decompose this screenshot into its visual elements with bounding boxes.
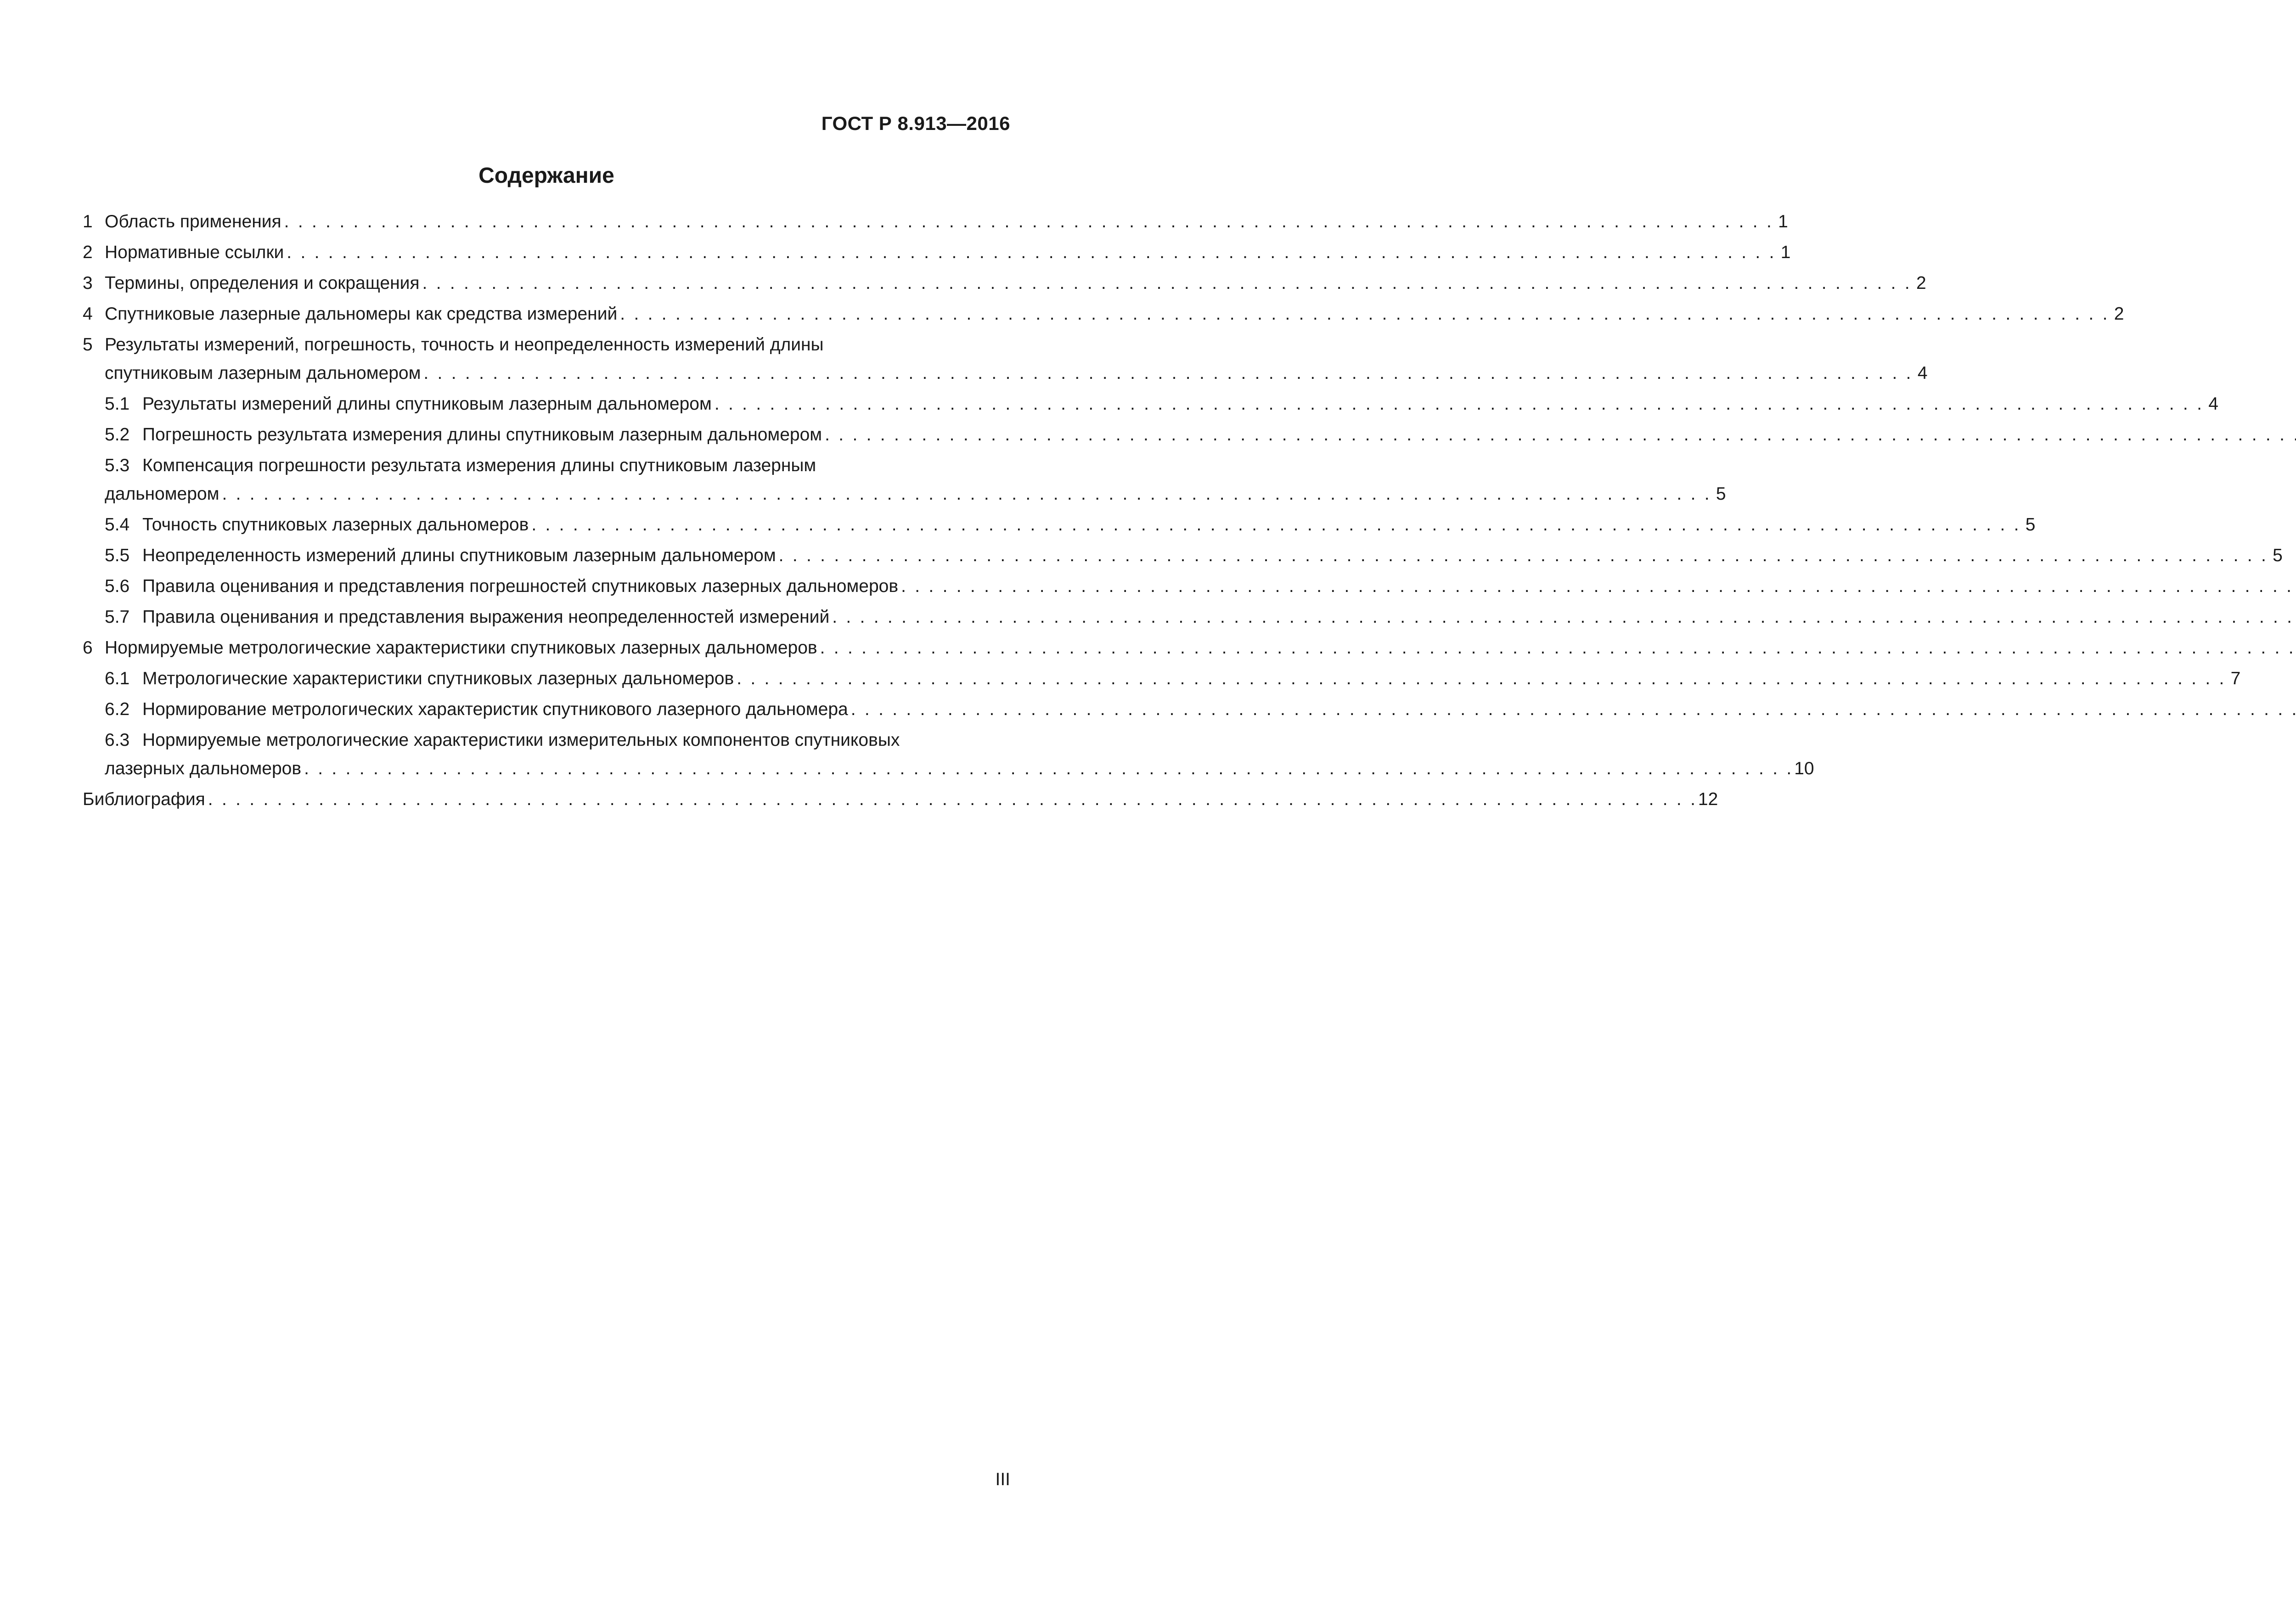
toc-leader-dots (898, 572, 2296, 601)
toc-entry[interactable] (83, 269, 1926, 298)
toc-page-number: 5 (2273, 546, 2283, 565)
toc-entry[interactable] (83, 541, 2283, 570)
toc-entry-number: 5.4 (105, 515, 130, 535)
toc-entry-number: 6.3 (105, 730, 130, 750)
toc-leader-dots (734, 665, 2224, 693)
toc-leader-dots (281, 208, 1772, 236)
toc-entry[interactable] (83, 331, 1928, 388)
toc-entry-number: 4 (83, 304, 93, 324)
toc-entry-title: дальномером (105, 484, 219, 504)
toc-page-number: 1 (1778, 212, 1788, 231)
toc-entry-number: 6 (83, 638, 93, 658)
toc-entry-title: Погрешность результата измерения длины спутниковым лазерным дальномером (142, 425, 822, 445)
toc-leader-dots (817, 634, 2296, 662)
toc-entry-title: Нормативные ссылки (105, 242, 284, 262)
toc-page-number: 7 (2230, 669, 2241, 688)
toc-entry[interactable] (83, 726, 1814, 783)
toc-entry-number: 5.7 (105, 607, 130, 627)
toc-leader-dots (421, 359, 1911, 388)
toc-entry-title: Точность спутниковых лазерных дальномеров (142, 515, 529, 535)
toc-entry-number: 5.1 (105, 394, 130, 414)
toc-entry-title: Метрологические характеристики спутниковых лазерных дальномеров (142, 669, 734, 688)
toc-entry-number: 5.3 (105, 456, 130, 475)
document-code: ГОСТ Р 8.913—2016 (821, 113, 1010, 134)
toc-page-number: 12 (1698, 789, 1718, 809)
toc-entry-title: Результаты измерений длины спутниковым лазерным дальномером (142, 394, 712, 414)
toc-entry-title: Правила оценивания и представления погрешностей спутниковых лазерных дальномеров (142, 576, 899, 596)
toc-entry-title: Неопределенность измерений длины спутниковым лазерным дальномером (142, 546, 776, 565)
toc-entry[interactable] (83, 300, 2124, 328)
toc-leader-dots (712, 390, 2202, 418)
toc-page-number: 1 (1780, 242, 1791, 262)
toc-page-number: 5 (1716, 484, 1726, 504)
toc-entry[interactable] (83, 634, 1015, 662)
toc-entry-number: 3 (83, 273, 93, 293)
toc-page-number: 5 (2025, 515, 2036, 535)
toc-entry-number: 6.2 (105, 699, 130, 719)
toc-page-number: 2 (1916, 273, 1926, 293)
toc-entry[interactable] (83, 665, 2241, 693)
toc-page-number: 2 (2114, 304, 2124, 324)
toc-entry-title: Нормируемые метрологические характеристики измерительных компонентов спутниковых (142, 730, 900, 750)
toc-leader-dots (776, 541, 2266, 570)
toc-leader-dots (420, 269, 1910, 298)
toc-entry-title: Библиография (83, 789, 205, 809)
toc-entry[interactable] (83, 695, 1015, 724)
toc-leader-dots (617, 300, 2107, 328)
page-number: III (995, 1470, 1010, 1489)
table-of-contents (83, 208, 2283, 816)
toc-entry-title: Правила оценивания и представления выражения неопределенностей измерений (142, 607, 830, 627)
toc-entry-title: Термины, определения и сокращения (105, 273, 420, 293)
toc-entry[interactable] (83, 238, 1791, 267)
toc-entry-number: 5 (83, 335, 93, 355)
toc-title: Содержание (478, 163, 614, 188)
toc-entry-title: Нормируемые метрологические характеристики спутниковых лазерных дальномеров (105, 638, 817, 658)
toc-entry-title: спутниковым лазерным дальномером (105, 363, 421, 383)
toc-leader-dots (829, 603, 2296, 631)
toc-leader-dots (822, 421, 2296, 449)
toc-leader-dots (284, 238, 1774, 267)
toc-entry-number: 1 (83, 212, 93, 231)
toc-page-number: 10 (1794, 759, 1814, 778)
toc-entry-title: лазерных дальномеров (105, 759, 302, 778)
toc-entry-number: 2 (83, 242, 93, 262)
toc-entry-title: Компенсация погрешности результата измерения длины спутниковым лазерным (142, 456, 816, 475)
toc-entry-number: 5.2 (105, 425, 130, 445)
toc-entry[interactable] (83, 511, 2036, 539)
toc-leader-dots (848, 695, 2296, 724)
toc-entry[interactable] (83, 572, 1015, 601)
toc-entry-number: 5.5 (105, 546, 130, 565)
toc-entry[interactable] (83, 603, 1015, 631)
toc-entry-number: 6.1 (105, 669, 130, 688)
toc-entry-title: Нормирование метрологических характеристик спутникового лазерного дальномера (142, 699, 848, 719)
toc-entry[interactable] (83, 390, 2218, 418)
toc-entry-number: 5.6 (105, 576, 130, 596)
toc-entry[interactable] (83, 785, 1718, 814)
toc-entry-title: Результаты измерений, погрешность, точность и неопределенность измерений длины (105, 335, 824, 355)
toc-leader-dots (529, 511, 2019, 539)
toc-page-number: 4 (2208, 394, 2218, 414)
toc-entry[interactable] (83, 451, 1726, 508)
toc-entry[interactable] (83, 208, 1788, 236)
toc-leader-dots (205, 785, 1695, 814)
toc-page-number: 4 (1917, 363, 1928, 383)
toc-entry-title: Спутниковые лазерные дальномеры как средства измерений (105, 304, 618, 324)
toc-entry-title: Область применения (105, 212, 281, 231)
toc-leader-dots (301, 755, 1791, 783)
toc-entry[interactable] (83, 421, 1015, 449)
toc-leader-dots (219, 480, 1709, 508)
